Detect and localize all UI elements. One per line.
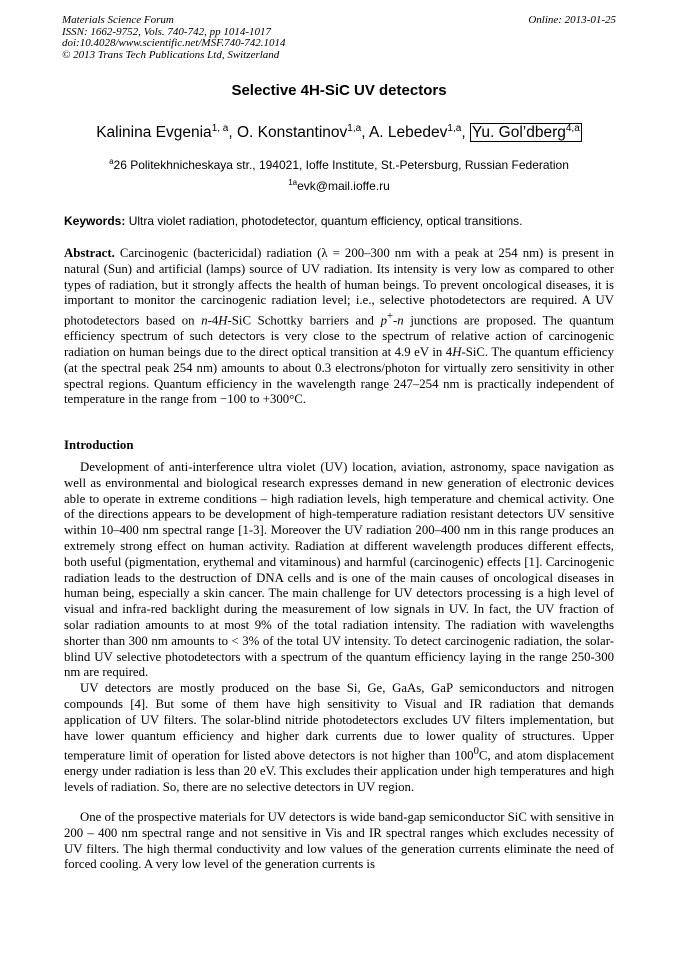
italic-n: n <box>397 313 404 328</box>
author-3-affil: 1,a <box>447 123 462 134</box>
email-line <box>0 178 678 193</box>
copyright-line: © 2013 Trans Tech Publications Ltd, Switzerland <box>62 48 280 61</box>
abstract-text: -SiC. The quantum efficiency (at the spectral peak 254 nm) amounts to about 0.3 electrons/photon for virtually zero sensitivity in other spectral regions. Quantum efficiency in the wavelength range 247–254 nm is practically independent of temperature in the range from −100 to +300°C. <box>64 345 614 407</box>
abstract-text: junctions are proposed. The quantum efficiency spectrum of such detectors is very close to the spectrum of relative action of carcinogenic radiation on human beings due to the direct optical transition at 4.9 eV in 4 <box>64 313 614 360</box>
abstract-label: Abstract. <box>64 246 115 260</box>
author-2-affil: 1,a <box>347 123 362 134</box>
email-marker: 1a <box>288 178 298 187</box>
intro-paragraph-2-text: C, and atom displacement energy under radiation is less than 20 eV. This excludes their application under high temperatures and high levels of radiation. So, there are no selective detectors in UV region. <box>64 748 614 795</box>
abstract-text: -SiC Schottky barriers and <box>227 313 381 328</box>
italic-n: n <box>201 313 208 328</box>
superscript-plus: + <box>387 311 394 323</box>
introduction-body <box>64 460 614 873</box>
keywords-label: Keywords: <box>64 214 126 228</box>
degree-superscript: 0 <box>473 746 479 758</box>
doi-line: doi:10.4028/www.scientific.net/MSF.740-742.1014 <box>62 37 286 49</box>
author-1-affil: 1, a <box>211 123 229 134</box>
italic-h: H <box>218 313 228 328</box>
abstract-text: - <box>393 313 398 328</box>
intro-paragraph-2 <box>64 681 614 796</box>
author-list: Kalinina Evgenia$^{1, a}$, O. Konstantinov$^{1,a}$, A. Lebedev$^{1,a}$, Yu. Gol’dberg$^{4,a}$ <box>96 123 580 142</box>
journal-header <box>62 15 616 61</box>
affiliation-marker: a <box>109 157 114 166</box>
author-4-boxed <box>470 123 582 142</box>
abstract-text: -4 <box>207 313 219 328</box>
intro-paragraph-2-text: UV detectors are mostly produced on the base Si, Ge, GaAs, GaP semiconductors and nitrogen compounds [4]. But some of them have high sensitivity to Visual and IR radiation that demands application of UV filters. The solar-blind nitride photodetectors excludes UV filters implementation, but have lower quantum efficiency and higher dark currents due to lower quality of structures. Upper temperature limit of operation for listed above detectors is not higher than 100 <box>64 681 614 763</box>
issn-line: ISSN: 1662-9752, Vols. 740-742, pp 1014-1017 <box>62 25 271 38</box>
paper-title: Selective 4H-SiC UV detectors <box>231 82 447 99</box>
keywords-text: Ultra violet radiation, photodetector, quantum efficiency, optical transitions. <box>128 214 523 228</box>
intro-paragraph-1: Development of anti-interference ultra violet (UV) location, aviation, astronomy, space navigation as well as environmental and biological research expresses demand in new generation of electronic devices able to operate in extreme conditions – high radiation levels, high temperature and chemical activity. One of the directions appears to be development of high-temperature radiation resistant detectors UV sensitive within 10–400 nm spectral range [1-3]. Moreover the UV radiation 200–400 nm in this range produces an extremely strong effect on human activity. Radiation at different wavelength produces different effects, both useful (pigmentation, erythemal and vitaminous) and harmful (carcinogenic) effects [1]. Carcinogenic radiation leads to the destruction of DNA cells and is one of the main causes of oncological diseases in human being, especially a skin cancer. The main challenge for UV detectors processing is a high level of visual and infra-red backlight during the measurement of low signals in UV. In fact, the UV fraction of solar radiation amounts to at most 9% of the total radiation intensity. The radiation with wavelengths shorter than 300 nm amounts to < 3% of the total UV intensity. To detect carcinogenic radiation, the solar-blind UV selective photodetectors with a spectrum of the quantum efficiency laying in the range 250-300 nm are required. <box>64 460 614 680</box>
abstract-text: Carcinogenic (bactericidal) radiation (λ = 200–300 nm with a peak at 254 nm) is present in natural (Sun) and artificial (lamps) source of UV radiation. Its intensity is very low as compared to other types of radiation, but it strongly affects the health of human beings. To prevent oncological diseases, it is important to monitor the carcinogenic radiation level; i.e., selective photodetectors are required. A UV photodetectors based on <box>64 246 615 328</box>
author-3: A. Lebedev <box>368 124 448 142</box>
author-1: Kalinina Evgenia <box>96 124 212 142</box>
author-2: O. Konstantinov <box>237 124 348 142</box>
journal-name: Materials Science Forum <box>62 14 174 26</box>
keywords <box>64 214 624 228</box>
affiliation <box>0 157 678 172</box>
affiliation-text: 26 Politekhnicheskaya str., 194021, Ioffe Institute, St.-Petersburg, Russian Federation <box>113 158 569 172</box>
author-4-affil: 4,a <box>565 123 580 134</box>
email-address: evk@mail.ioffe.ru <box>297 179 390 193</box>
intro-paragraph-3: One of the prospective materials for UV detectors is wide band-gap semiconductor SiC with sensitive in 200 – 400 nm spectral range and not sensitive in Vis and IR spectral ranges which excludes necessity of UV filters. The high thermal conductivity and low values of the generation currents eliminate the need of forced cooling. A very low level of the generation currents is <box>64 810 614 872</box>
italic-h: H <box>452 345 462 360</box>
italic-p: p <box>380 313 387 328</box>
online-date: Online: 2013-01-25 <box>528 14 616 26</box>
author-4: Yu. Gol’dberg <box>471 124 566 142</box>
introduction-heading: Introduction <box>64 438 134 452</box>
abstract <box>64 246 614 408</box>
